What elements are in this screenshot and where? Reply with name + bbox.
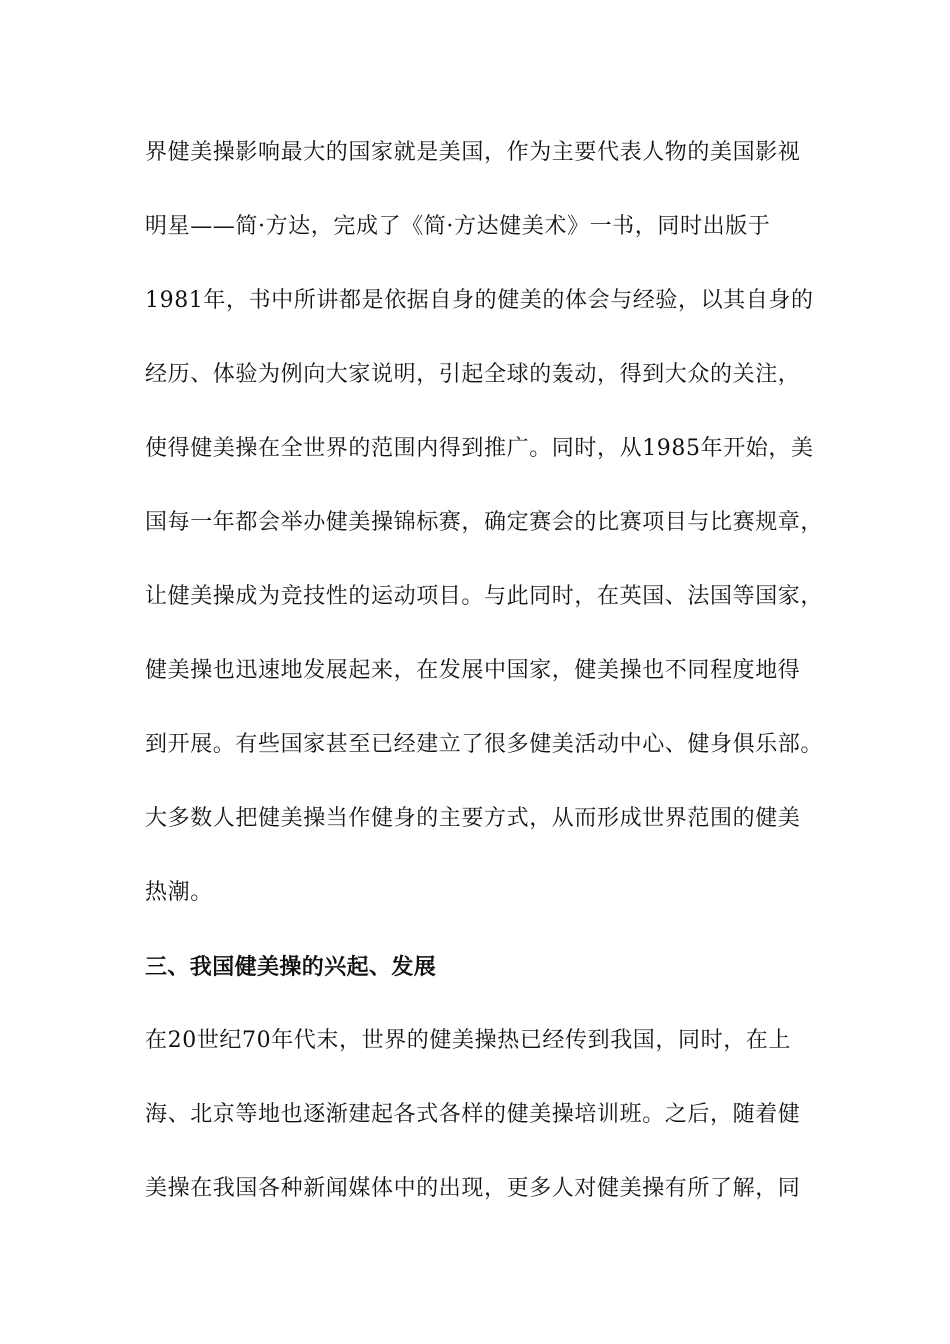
paragraph-line: 热潮。 xyxy=(145,880,213,905)
paragraph-line: 美操在我国各种新闻媒体中的出现，更多人对健美操有所了解，同 xyxy=(145,1176,801,1201)
paragraph-line: 让健美操成为竞技性的运动项目。与此同时，在英国、法国等国家， xyxy=(145,584,824,609)
paragraph-line: 经历、体验为例向大家说明，引起全球的轰动，得到大众的关注， xyxy=(145,362,801,387)
paragraph-line: 使得健美操在全世界的范围内得到推广。同时，从1985年开始，美 xyxy=(145,436,814,461)
paragraph-line: 明星——简·方达，完成了《简·方达健美术》一书，同时出版于 xyxy=(145,214,771,239)
paragraph-line: 海、北京等地也逐渐建起各式各样的健美操培训班。之后，随着健 xyxy=(145,1102,801,1127)
paragraph-line: 国每一年都会举办健美操锦标赛，确定赛会的比赛项目与比赛规章， xyxy=(145,510,824,535)
section-heading: 三、我国健美操的兴起、发展 xyxy=(145,954,437,980)
paragraph-line: 健美操也迅速地发展起来，在发展中国家，健美操也不同程度地得 xyxy=(145,658,801,683)
paragraph-line: 到开展。有些国家甚至已经建立了很多健美活动中心、健身俱乐部。 xyxy=(145,732,824,757)
paragraph-line: 在20世纪70年代末，世界的健美操热已经传到我国，同时，在上 xyxy=(145,1028,791,1053)
paragraph-line: 界健美操影响最大的国家就是美国，作为主要代表人物的美国影视 xyxy=(145,140,801,165)
paragraph-line: 大多数人把健美操当作健身的主要方式，从而形成世界范围的健美 xyxy=(145,806,801,831)
paragraph-line: 1981年，书中所讲都是依据自身的健美的体会与经验，以其自身的 xyxy=(145,288,814,313)
